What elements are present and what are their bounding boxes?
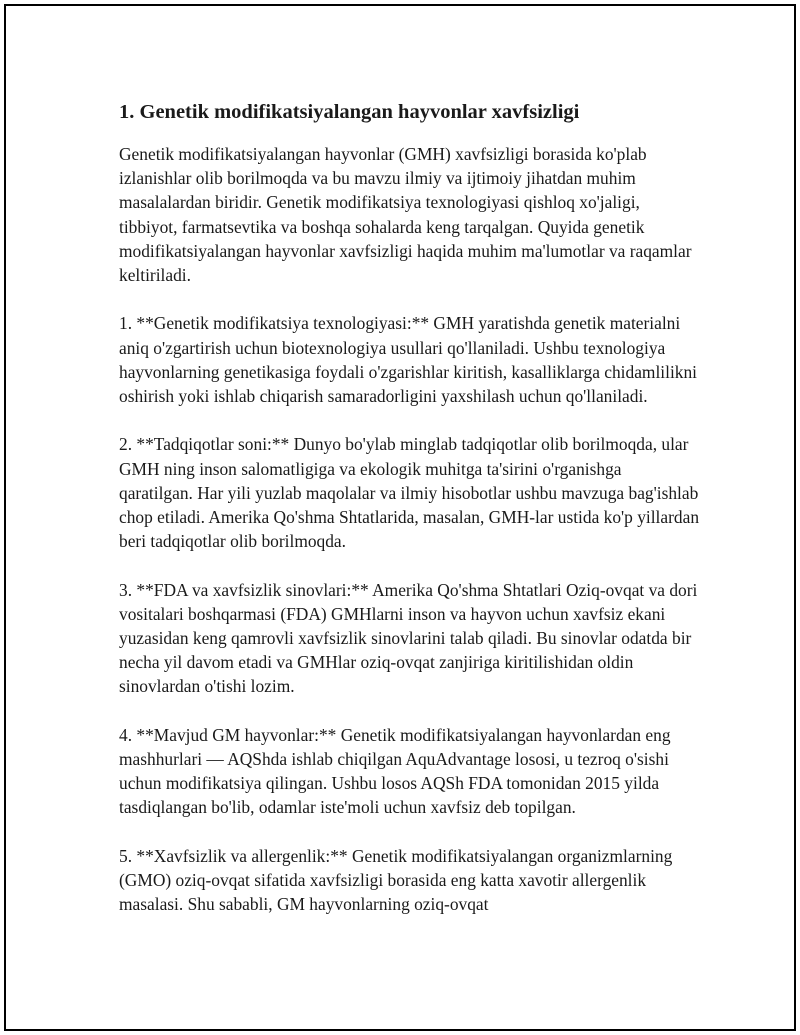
page-title: 1. Genetik modifikatsiyalangan hayvonlar xavfsizligi xyxy=(119,101,580,123)
paragraph-safety-allergenicity: 5. **Xavfsizlik va allergenlik:** Genetik modifikatsiyalangan organizmlarning (GMO) oziq-ovqat sifatida xavfsizligi borasida eng katta xavotir allergenlik masalasi. Shu sababli, GM hayvonlarning oziq-ovqat xyxy=(119,845,673,915)
document-page xyxy=(4,4,796,1031)
document-body xyxy=(119,98,699,941)
paragraph-research-count: 2. **Tadqiqotlar soni:** Dunyo bo'ylab minglab tadqiqotlar olib borilmoqda, ular GMH ning inson salomatligiga va ekologik muhitga ta'sirini o'rganishga qaratilgan. Har yili yuzlab maqolalar va ilmiy hisobotlar ushbu mavzuga bag'ishlab chop etiladi. Amerika Qo'shma Shtatlarida, masalan, GMH-lar ustida ko'p yillardan beri tadqiqotlar olib borilmoqda. xyxy=(119,434,700,552)
paragraph-existing-gm-animals: 4. **Mavjud GM hayvonlar:** Genetik modifikatsiyalangan hayvonlardan eng mashhurlari — AQShda ishlab chiqilgan AquAdvantage lososi, u tezroq o'sishi uchun modifikatsiya qilingan. Ushbu losos AQSh FDA tomonidan 2015 yilda tasdiqlangan bo'lib, odamlar iste'moli uchun xavfsiz deb topilgan. xyxy=(119,724,671,818)
intro-paragraph: Genetik modifikatsiyalangan hayvonlar (GMH) xavfsizligi borasida ko'plab izlanishlar olib borilmoqda va bu mavzu ilmiy va ijtimoiy jihatdan muhim masalalardan biridir. Genetik modifikatsiya texnologiyasi qishloq xo'jaligi, tibbiyot, farmatsevtika va boshqa sohalarda keng tarqalgan. Quyida genetik modifikatsiyalangan hayvonlar xavfsizligi haqida muhim ma'lumotlar va raqamlar keltiriladi. xyxy=(119,144,692,286)
paragraph-genetic-technology: 1. **Genetik modifikatsiya texnologiyasi:** GMH yaratishda genetik materialni aniq o'zgartirish uchun biotexnologiya usullari qo'llaniladi. Ushbu texnologiya hayvonlarning genetikasiga foydali o'zgarishlar kiritish, kasalliklarga chidamlilikni oshirish yoki ishlab chiqarish samaradorligini yaxshilash uchun qo'llaniladi. xyxy=(119,313,698,407)
paragraph-fda-safety-tests: 3. **FDA va xavfsizlik sinovlari:** Amerika Qo'shma Shtatlari Oziq-ovqat va dori vositalari boshqarmasi (FDA) GMHlarni inson va hayvon uchun xavfsiz ekani yuzasidan keng qamrovli xavfsizlik sinovlarini talab qiladi. Bu sinovlar odatda bir necha yil davom etadi va GMHlar oziq-ovqat zanjiriga kiritilishidan oldin sinovlardan o'tishi lozim. xyxy=(119,579,698,697)
